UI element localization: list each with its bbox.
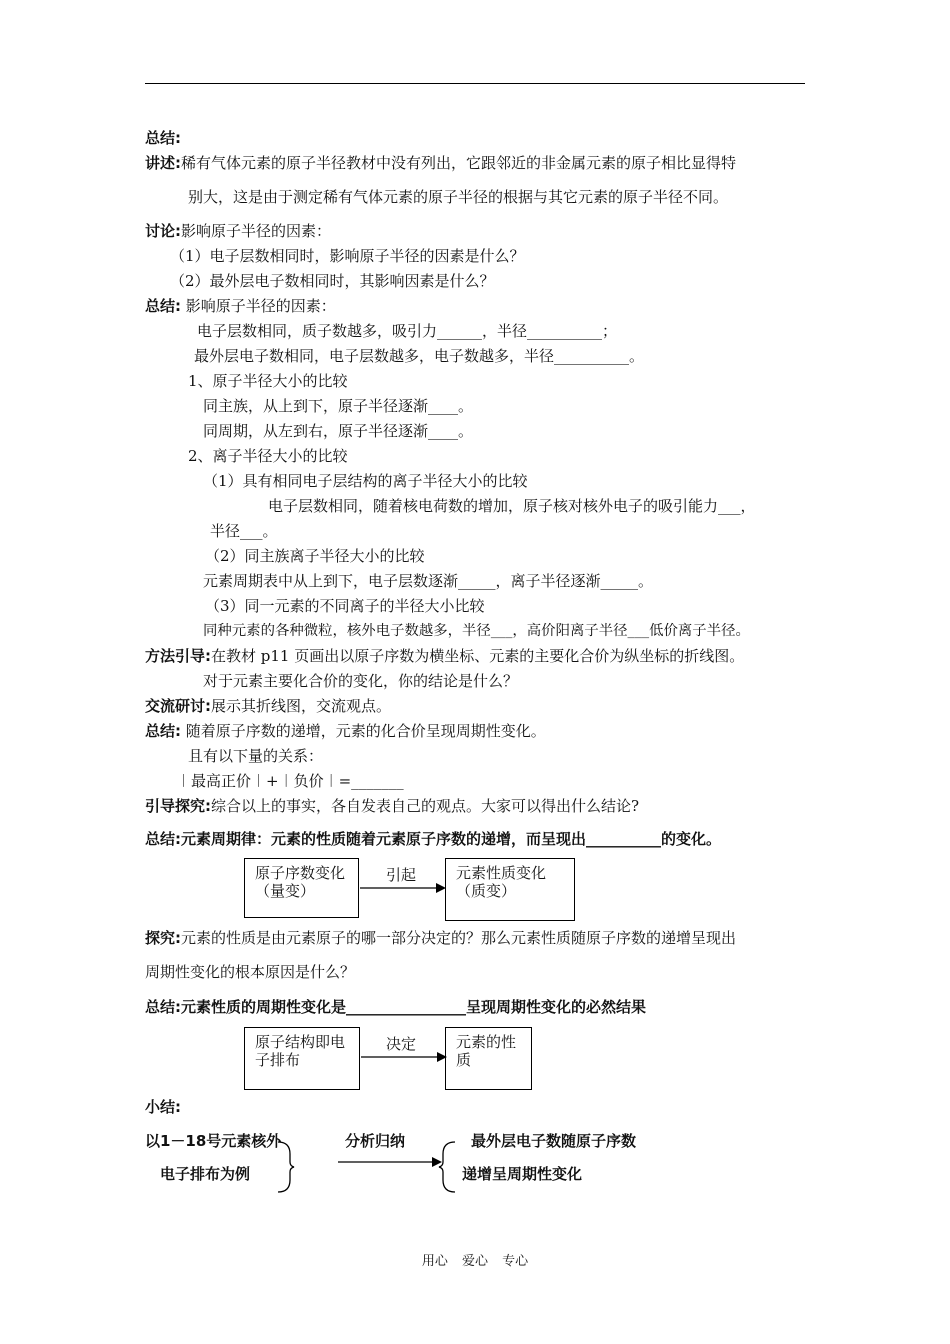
summary-middle-label: 分析归纳 — [345, 1132, 406, 1150]
line-11: 同主族，从上到下，原子半径逐渐____。 — [203, 397, 474, 415]
line-4: 讨论:影响原子半径的因素： — [145, 222, 332, 240]
line-5: （1）电子层数相同时，影响原子半径的因素是什么？ — [170, 247, 525, 265]
line-6: （2）最外层电子数相同时，其影响因素是什么？ — [170, 272, 495, 290]
line-26: ︱最高正价︱+︱负价︱=_______ — [176, 772, 404, 790]
line-7: 总结: 影响原子半径的因素： — [145, 297, 336, 315]
line-28: 总结:元素周期律：元素的性质随着元素原子序数的递增，而呈现出__________的变化。 — [145, 830, 722, 848]
header-rule — [145, 83, 805, 84]
line-20: 同种元素的各种微粒，核外电子数越多，半径___，高价阳离子半径___低价离子半径。 — [203, 623, 750, 639]
diagram2-arrow-icon — [359, 1049, 449, 1065]
line-24: 总结: 随着原子序数的递增，元素的化合价呈现周期性变化。 — [145, 722, 546, 740]
line-25: 且有以下量的关系： — [188, 747, 324, 765]
diagram1-arrow-label: 引起 — [386, 866, 417, 884]
line-14: （1）具有相同电子层结构的离子半径大小的比较 — [203, 472, 528, 490]
line-27: 引导探究:综合以上的事实，各自发表自己的观点。大家可以得出什么结论? — [145, 797, 640, 815]
line-29: 探究:元素的性质是由元素原子的哪一部分决定的？那么元素性质随原子序数的递增呈现出 — [145, 929, 737, 947]
diagram1-left-box: 原子序数变化（量变） — [244, 858, 359, 918]
line-9: 最外层电子数相同，电子层数越多，电子数越多，半径__________。 — [194, 347, 645, 365]
line-32: 小结: — [145, 1098, 181, 1116]
diagram2-left-box: 原子结构即电子排布 — [244, 1027, 360, 1090]
line-22: 对于元素主要化合价的变化，你的结论是什么？ — [203, 672, 519, 690]
line-18: 元素周期表中从上到下，电子层数逐渐_____，离子半径逐渐_____。 — [203, 572, 654, 590]
line-23: 交流研讨:展示其折线图，交流观点。 — [145, 697, 392, 715]
line-30: 周期性变化的根本原因是什么？ — [145, 963, 356, 981]
line-16: 半径___。 — [210, 522, 278, 540]
summary-left-line2: 电子排布为例 — [160, 1165, 251, 1183]
diagram1-arrow-icon — [358, 880, 448, 896]
line-10: 1、原子半径大小的比较 — [188, 372, 348, 390]
line-1: 总结: — [145, 129, 181, 147]
summary-right-line2: 递增呈周期性变化 — [462, 1165, 583, 1183]
summary-left-line1: 以1－18号元素核外 — [145, 1132, 282, 1150]
right-brace-icon — [276, 1140, 296, 1194]
line-12: 同周期，从左到右，原子半径逐渐____。 — [203, 422, 474, 440]
left-brace-icon — [437, 1140, 457, 1194]
line-15: 电子层数相同，随着核电荷数的增加，原子核对核外电子的吸引能力___， — [268, 497, 756, 515]
diagram2-right-box: 元素的性质 — [445, 1027, 532, 1090]
line-8: 电子层数相同，质子数越多，吸引力______，半径__________； — [197, 322, 618, 340]
line-31: 总结:元素性质的周期性变化是________________呈现周期性变化的必然结果 — [145, 998, 647, 1016]
summary-arrow-icon — [336, 1154, 446, 1170]
line-3: 别大，这是由于测定稀有气体元素的原子半径的根据与其它元素的原子半径不同。 — [188, 188, 729, 206]
diagram2-arrow-label: 决定 — [386, 1035, 417, 1053]
line-21: 方法引导:在教材 p11 页画出以原子序数为横坐标、元素的主要化合价为纵坐标的折线图。 — [145, 647, 745, 665]
diagram1-right-box: 元素性质变化（质变） — [445, 858, 575, 921]
line-2: 讲述:稀有气体元素的原子半径教材中没有列出，它跟邻近的非金属元素的原子相比显得特 — [145, 154, 737, 172]
page-footer: 用心 爱心 专心 — [421, 1254, 529, 1269]
summary-right-line1: 最外层电子数随原子序数 — [471, 1132, 637, 1150]
line-17: （2）同主族离子半径大小的比较 — [205, 547, 425, 565]
line-19: （3）同一元素的不同离子的半径大小比较 — [205, 597, 485, 615]
line-13: 2、离子半径大小的比较 — [188, 447, 348, 465]
